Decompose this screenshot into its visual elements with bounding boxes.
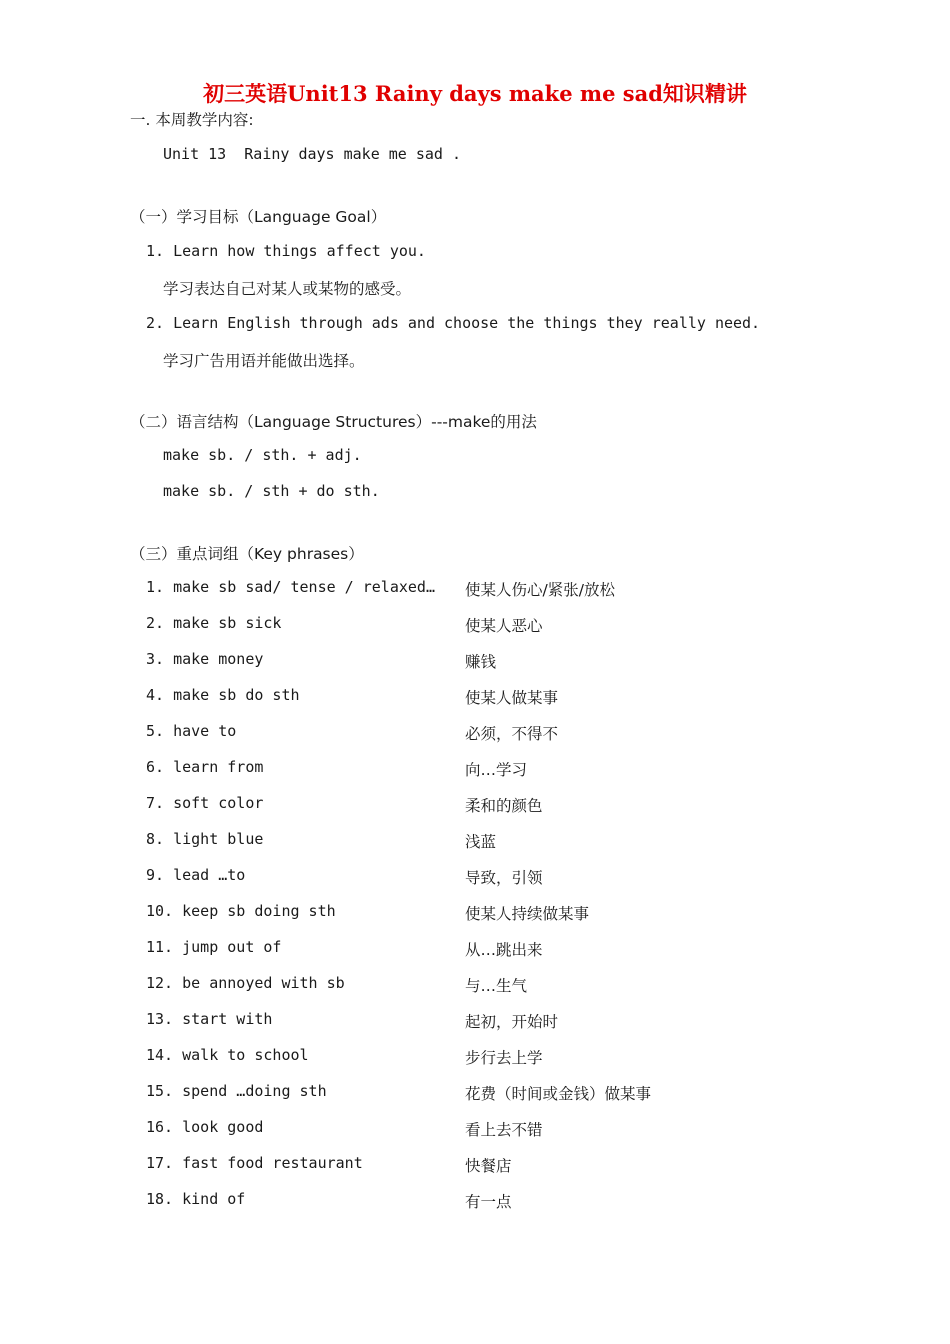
phrase-english: 7. soft color [146, 794, 264, 812]
structure-line-1: make sb. / sth. + adj. [163, 446, 362, 464]
phrase-chinese: 向…学习 [465, 761, 528, 779]
phrase-english: 8. light blue [146, 830, 264, 848]
phrase-english: 3. make money [146, 650, 264, 668]
phrase-row [146, 722, 846, 746]
phrase-english: 14. walk to school [146, 1046, 309, 1064]
phrase-row [146, 902, 846, 926]
phrase-chinese: 使某人持续做某事 [465, 905, 590, 923]
phrase-row [146, 794, 846, 818]
phrase-chinese: 导致，引领 [465, 869, 543, 887]
phrase-row [146, 1154, 846, 1178]
phrase-chinese: 起初，开始时 [465, 1013, 559, 1031]
phrase-row [146, 1046, 846, 1070]
document-title: 初三英语Unit13 Rainy days make me sad知识精讲 [203, 81, 747, 106]
goals-heading: （一）学习目标（Language Goal） [130, 208, 387, 226]
unit-line: Unit 13 Rainy days make me sad . [163, 145, 462, 163]
phrase-row [146, 974, 846, 998]
phrases-heading: （三）重点词组（Key phrases） [130, 545, 364, 563]
phrase-row [146, 650, 846, 674]
goal-item-2: 2. Learn English through ads and choose the things they really need. [146, 314, 761, 332]
section-heading-content: 一. 本周教学内容: [130, 111, 254, 129]
phrase-row [146, 758, 846, 782]
phrase-chinese: 赚钱 [465, 653, 497, 671]
phrase-english: 6. learn from [146, 758, 264, 776]
phrase-chinese: 浅蓝 [465, 833, 497, 851]
phrase-english: 4. make sb do sth [146, 686, 300, 704]
phrase-english: 15. spend …doing sth [146, 1082, 327, 1100]
structure-line-2: make sb. / sth + do sth. [163, 482, 380, 500]
phrase-row [146, 938, 846, 962]
phrase-english: 18. kind of [146, 1190, 246, 1208]
phrase-chinese: 使某人伤心/紧张/放松 [465, 581, 615, 599]
phrase-row [146, 686, 846, 710]
phrase-chinese: 有一点 [465, 1193, 512, 1211]
phrase-english: 11. jump out of [146, 938, 282, 956]
structures-heading: （二）语言结构（Language Structures）---make的用法 [130, 413, 537, 431]
phrase-chinese: 快餐店 [465, 1157, 512, 1175]
goal-item-1: 1. Learn how things affect you. [146, 242, 426, 260]
phrase-row [146, 1010, 846, 1034]
phrase-english: 10. keep sb doing sth [146, 902, 336, 920]
phrase-row [146, 614, 846, 638]
phrase-chinese: 从…跳出来 [465, 941, 543, 959]
phrase-row [146, 578, 846, 602]
goal-item-2-translation: 学习广告用语并能做出选择。 [163, 352, 365, 370]
phrase-chinese: 看上去不错 [465, 1121, 543, 1139]
phrase-row [146, 1190, 846, 1214]
phrase-english: 5. have to [146, 722, 237, 740]
phrase-chinese: 与…生气 [465, 977, 528, 995]
phrase-english: 16. look good [146, 1118, 264, 1136]
phrase-chinese: 必须，不得不 [465, 725, 559, 743]
phrase-row [146, 830, 846, 854]
phrase-chinese: 使某人恶心 [465, 617, 543, 635]
phrase-row [146, 1082, 846, 1106]
goal-item-1-translation: 学习表达自己对某人或某物的感受。 [163, 280, 412, 298]
phrase-english: 17. fast food restaurant [146, 1154, 363, 1172]
phrase-chinese: 花费（时间或金钱）做某事 [465, 1085, 652, 1103]
phrase-chinese: 步行去上学 [465, 1049, 543, 1067]
phrase-row [146, 1118, 846, 1142]
phrase-english: 13. start with [146, 1010, 273, 1028]
phrase-chinese: 柔和的颜色 [465, 797, 543, 815]
phrase-english: 1. make sb sad/ tense / relaxed… [146, 578, 435, 596]
phrase-english: 12. be annoyed with sb [146, 974, 345, 992]
phrase-row [146, 866, 846, 890]
phrase-english: 2. make sb sick [146, 614, 282, 632]
phrase-english: 9. lead …to [146, 866, 246, 884]
phrase-chinese: 使某人做某事 [465, 689, 559, 707]
